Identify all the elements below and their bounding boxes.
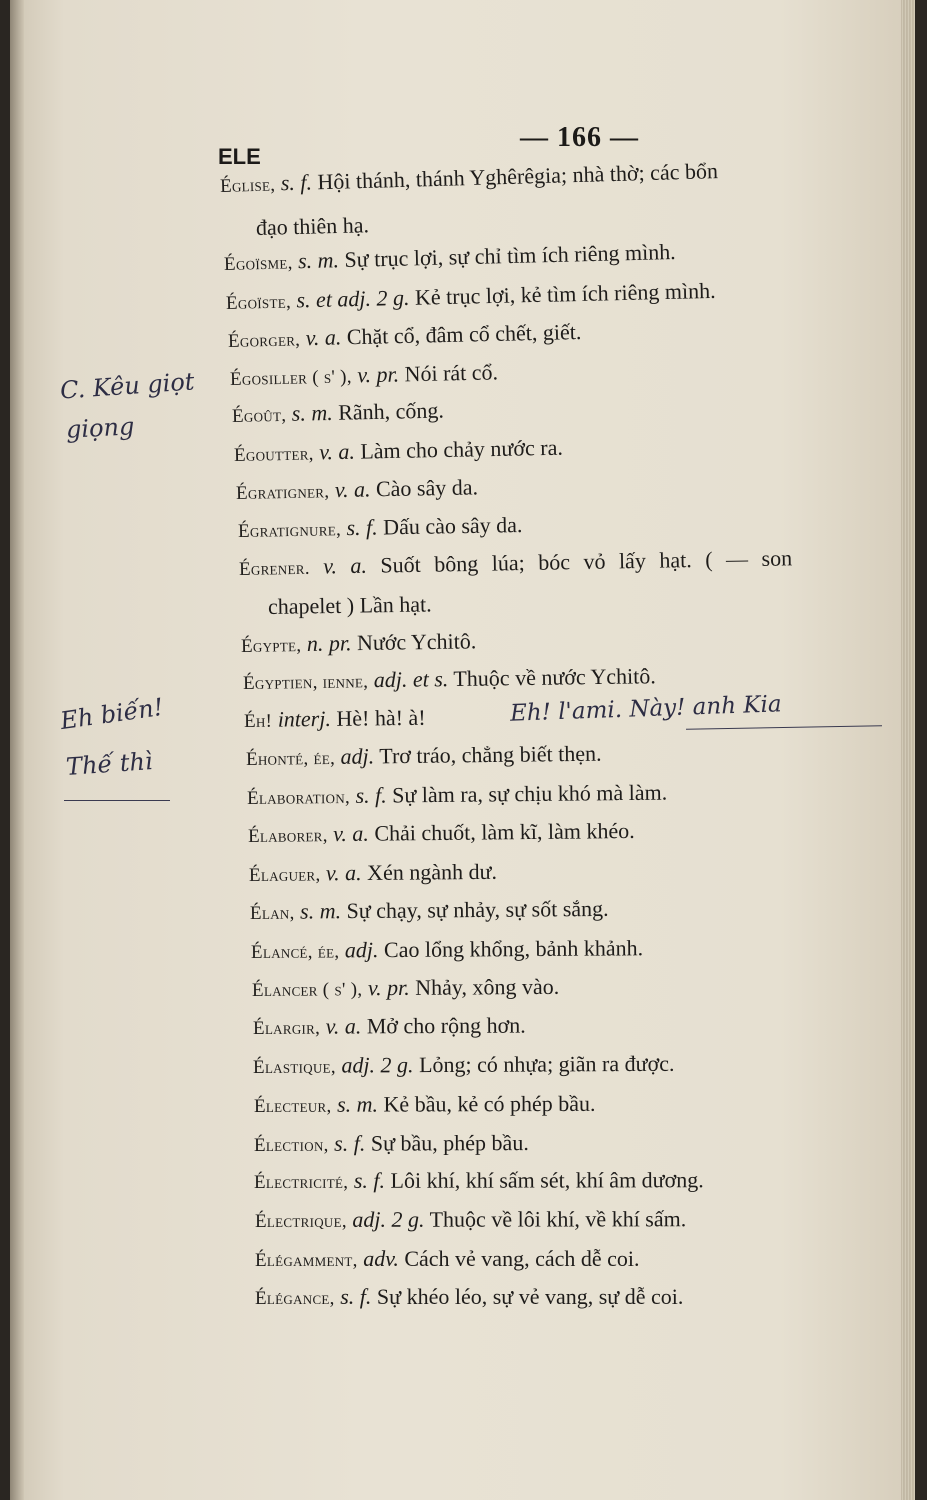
dictionary-entry [255,1246,640,1272]
entry-definition: Cao lổng khổng, bảnh khảnh. [383,935,644,963]
entry-definition: Rãnh, cống. [337,397,445,425]
entry-definition: Trơ tráo, chẳng biết thẹn. [379,740,602,769]
dictionary-entry [247,780,667,810]
dictionary-entry [238,512,523,543]
dictionary-entry [248,818,635,848]
entry-headword: Élaborer, [247,825,328,847]
entry-headword: Élancer ( s' ), [251,979,363,1001]
entry-definition: Sự bầu, phép bầu. [370,1130,529,1156]
entry-pos: s. et adj. 2 g. [296,284,410,313]
entry-headword: Égoïste, [225,291,292,314]
dictionary-entry [252,974,559,1002]
entry-definition: Kẻ bầu, kẻ có phép bầu. [383,1090,596,1117]
dictionary-entry [228,319,582,353]
dictionary-entry [232,398,444,428]
entry-definition: Làm cho chảy nước ra. [360,434,564,464]
entry-headword: Éhonté, ée, [245,747,336,770]
entry-pos: v. pr. [367,974,410,1001]
entry-pos: adj. et s. [373,666,449,693]
dictionary-entry [239,545,793,581]
entry-definition: Cách vẻ vang, cách dễ coi. [404,1246,640,1271]
entry-pos: v. a. [318,438,356,465]
entry-pos: s. m. [299,898,342,924]
entry-headword: Élégance, [255,1288,335,1309]
handwritten-margin-note: giọng [65,412,135,444]
entry-pos: adj. 2 g. [341,1052,414,1078]
dictionary-entry-continuation [268,591,432,620]
dictionary-entry [226,278,716,315]
entry-definition: Thuộc về nước Ychitô. [453,663,656,692]
dictionary-entry [220,158,719,198]
dictionary-entry [230,359,499,391]
entry-headword: Élection, [253,1134,329,1156]
entry-definition: Hội thánh, thánh Yghêrêgia; nhà thờ; các bổn [317,158,719,195]
entry-pos: s. f. [340,1284,372,1309]
entry-pos: s. m. [297,247,340,274]
book-page [10,0,915,1500]
dictionary-entry [254,1091,596,1118]
entry-pos: s. f. [346,514,378,541]
entry-pos: s. m. [291,399,333,426]
dictionary-entry [253,1013,526,1040]
entry-headword: Élégamment, [255,1250,358,1271]
entry-definition: Sự trục lợi, sự chỉ tìm ích riêng mình. [344,238,676,273]
dictionary-entry [236,474,478,505]
entry-pos: v. a. [333,820,369,847]
entry-definition: Sự khéo léo, sự vẻ vang, sự dễ coi. [376,1284,684,1309]
dictionary-entry [243,663,656,695]
entry-pos: s. f. [280,169,313,196]
entry-definition: chapelet ) Lần hạt. [267,591,432,619]
entry-definition: Cào sây da. [375,474,479,502]
dictionary-entry-continuation [256,212,370,241]
entry-definition: Xén ngành dư. [367,858,498,885]
entry-headword: Électeur, [253,1095,332,1117]
entry-definition: Lỏng; có nhựa; giãn ra được. [418,1050,675,1078]
entry-definition: Nhảy, xông vào. [415,973,560,1000]
dictionary-entry [254,1167,704,1194]
entry-pos: s. m. [337,1091,379,1117]
dictionary-entry [244,705,426,733]
entry-pos: adj. [340,743,375,769]
entry-definition: đạo thiên hạ. [255,212,370,240]
entry-definition: Sự chạy, sự nhảy, sự sốt sắng. [346,895,609,924]
entry-pos: v. a. [325,1013,362,1039]
entry-headword: Élancé, ée, [250,941,340,963]
entry-pos: v. pr. [357,361,400,388]
dictionary-entry [255,1284,683,1310]
entry-definition: Mở cho rộng hơn. [366,1012,526,1039]
dictionary-entry [251,935,643,964]
entry-headword: Égosiller ( s' ), [229,366,353,390]
entry-headword: Égoïsme, [223,252,293,275]
entry-pos: adj. [344,937,379,963]
dictionary-entry [250,896,609,925]
entry-definition: Chải chuốt, làm kĩ, làm khéo. [374,817,635,846]
entry-headword: Élan, [249,902,295,924]
handwritten-margin-note: Thế thì [65,747,154,781]
dictionary-entry [234,435,563,467]
entry-definition: Hè! hà! à! [336,704,426,731]
entry-headword: Église, [219,174,276,197]
page-number: — 166 — [520,122,639,153]
entry-definition: Sự làm ra, sự chịu khó mà làm. [392,779,668,808]
entry-headword: Égrener. [238,557,310,580]
entry-headword: Égoutter, [233,443,314,466]
dictionary-entry [224,239,676,276]
entry-pos: v. a. [334,476,371,503]
entry-definition: Suốt bông lúa; bóc vỏ lấy hạt. ( — son [380,545,793,578]
dictionary-entry [249,859,497,887]
section-header: ELE [218,144,261,169]
entry-definition: Nói rát cổ. [404,359,499,387]
entry-headword: Égypte, [240,635,302,657]
entry-pos: adv. [363,1246,399,1271]
entry-headword: Égorger, [227,329,301,352]
entry-pos: n. pr. [306,630,352,656]
entry-pos: s. f. [353,1167,386,1193]
entry-definition: Kẻ trục lợi, kẻ tìm ích riêng mình. [414,277,716,310]
entry-pos: s. f. [355,782,387,808]
entry-definition: Nước Ychitô. [356,628,477,656]
entry-definition: Dấu cào sây da. [382,512,523,540]
entry-definition: Thuộc về lôi khí, về khí sấm. [429,1206,687,1232]
handwritten-margin-note: Eh biến! [58,692,165,736]
entry-headword: Élargir, [252,1017,321,1039]
entry-pos: adj. 2 g. [352,1206,425,1232]
entry-definition: Chặt cổ, đâm cổ chết, giết. [346,318,582,350]
dictionary-entry [253,1051,675,1079]
entry-headword: Électrique, [254,1210,347,1232]
entry-pos: v. a. [323,552,368,579]
handwritten-underline [64,800,170,801]
dictionary-entry [254,1130,529,1157]
dictionary-entry [246,741,602,771]
entry-pos: interj. [277,705,332,732]
entry-headword: Égoût, [231,404,287,427]
entry-headword: Égyptien, ienne, [242,671,369,694]
entry-headword: Éh! [243,710,273,732]
entry-pos: v. a. [325,860,362,886]
entry-pos: s. f. [334,1130,366,1156]
entry-headword: Égratigner, [235,481,330,504]
entry-definition: Lôi khí, khí sấm sét, khí âm dương. [390,1167,704,1193]
entry-headword: Élaguer, [248,864,321,886]
handwritten-inline-note: Eh! l'ami. Này! anh Kia [509,691,782,727]
dictionary-entry [255,1206,686,1233]
entry-headword: Électricité, [253,1171,349,1193]
dictionary-entry [241,628,477,658]
entry-headword: Élastique, [252,1056,336,1078]
entry-pos: v. a. [305,324,342,351]
entry-headword: Élaboration, [246,786,351,809]
entry-headword: Égratignure, [237,519,342,542]
handwritten-margin-note: C. Kêu giọt [59,367,196,405]
